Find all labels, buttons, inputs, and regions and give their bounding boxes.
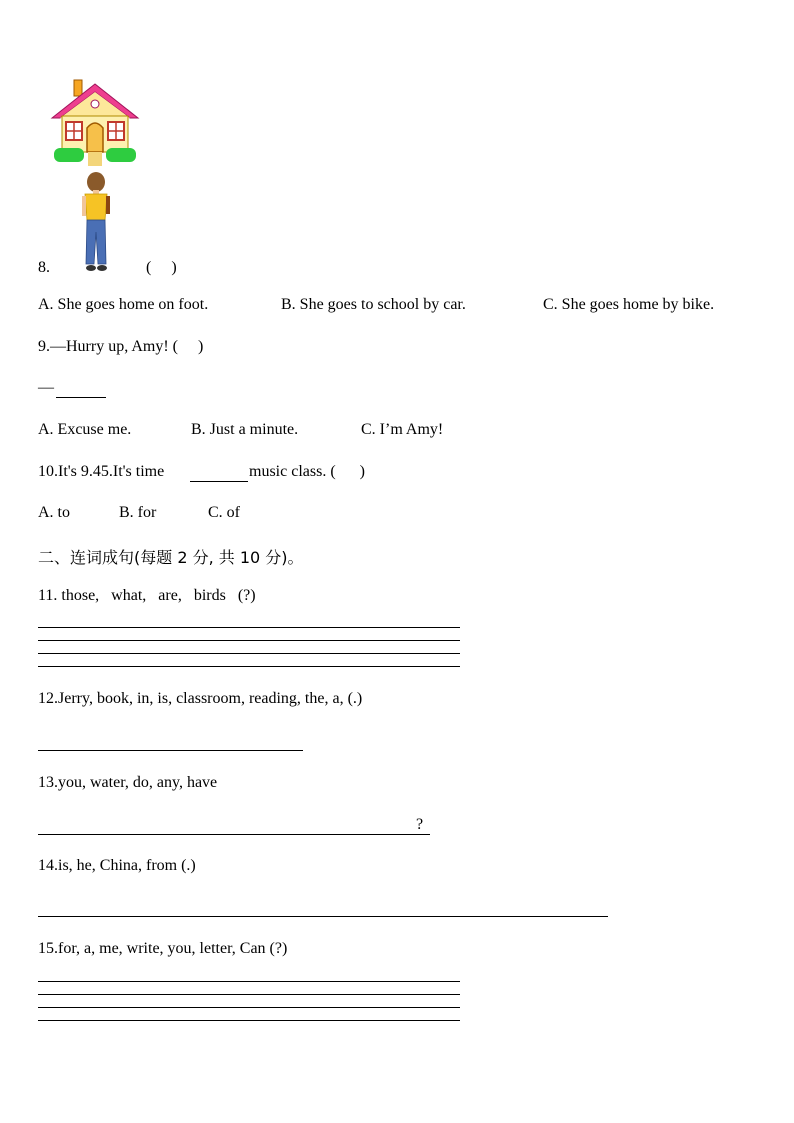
section-2-title: 二、连词成句(每题 2 分, 共 10 分)。 (38, 548, 304, 567)
q10-blank (190, 481, 248, 482)
q15-line-2 (38, 994, 460, 995)
house-illustration (50, 78, 140, 168)
q9-prompt: 9.—Hurry up, Amy! ( ) (38, 338, 204, 355)
q8-option-b: B. She goes to school by car. (281, 296, 466, 313)
q8-number: 8. (38, 259, 50, 276)
q11-line-1 (38, 627, 460, 628)
grass-right (106, 148, 136, 162)
q10-option-a: A. to (38, 504, 70, 521)
q10-option-c: C. of (208, 504, 240, 521)
q9-option-a: A. Excuse me. (38, 421, 132, 438)
q11-line-2 (38, 640, 460, 641)
grass-left (54, 148, 84, 162)
q12-answer-line (38, 750, 303, 751)
q15-line-3 (38, 1007, 460, 1008)
q11-line-3 (38, 653, 460, 654)
q13-answer-line (38, 834, 430, 835)
chimney (74, 80, 82, 96)
q11-prompt: 11. those, what, are, birds (?) (38, 587, 256, 604)
q9-option-b: B. Just a minute. (191, 421, 299, 438)
path (88, 152, 102, 166)
q10-option-b: B. for (119, 504, 157, 521)
girl-illustration (76, 172, 116, 276)
q10-prompt-start: 10.It's 9.45.It's time (38, 463, 169, 480)
q9-option-c: C. I’m Amy! (361, 421, 444, 438)
q13-question-mark: ? (416, 816, 424, 833)
door (87, 123, 103, 152)
q8-answer-paren: ( ) (146, 259, 177, 276)
q9-answer-blank (56, 397, 106, 398)
q14-answer-line (38, 916, 608, 917)
q15-line-4 (38, 1020, 460, 1021)
q14-prompt: 14.is, he, China, from (.) (38, 857, 196, 874)
q8-option-a: A. She goes home on foot. (38, 296, 209, 313)
q10-prompt-end: music class. ( ) (249, 463, 365, 480)
q13-prompt: 13.you, water, do, any, have (38, 774, 218, 791)
q15-line-1 (38, 981, 460, 982)
q12-prompt: 12.Jerry, book, in, is, classroom, reading, the, a, (.) (38, 690, 363, 707)
q8-option-c: C. She goes home by bike. (543, 296, 715, 313)
q9-dash: — (38, 379, 54, 396)
q11-line-4 (38, 666, 460, 667)
q15-prompt: 15.for, a, me, write, you, letter, Can (?) (38, 940, 288, 957)
